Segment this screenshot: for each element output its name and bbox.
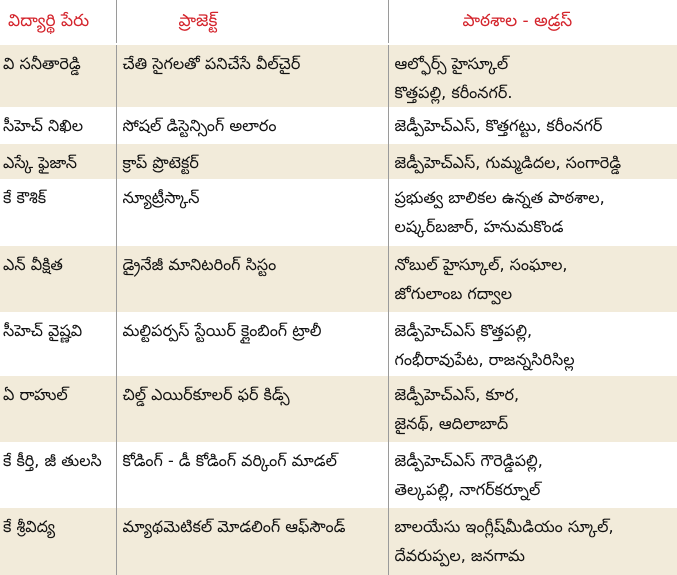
school-address <box>388 312 677 376</box>
school-address <box>388 246 677 312</box>
address-line: బాలయేసు ఇంగ్లీష్‌మీడియం స్కూల్, <box>394 517 614 536</box>
project-name: చిల్డ్ ఎయిర్‌కూలర్ ఫర్ కిడ్స్ <box>116 376 388 442</box>
table-row <box>0 44 677 107</box>
table-row <box>0 107 677 144</box>
school-address <box>388 107 677 144</box>
table-row <box>0 376 677 442</box>
student-name: ఎన్ వీక్షిత <box>3 255 63 274</box>
school-address <box>388 179 677 246</box>
header-student-name: విద్యార్థి పేరు <box>0 0 116 44</box>
address-line: జెడ్పీహెచ్ఎస్ కొత్తపల్లి, <box>394 321 533 340</box>
project-name: సోషల్ డిస్టెన్సింగ్ అలారం <box>116 107 388 144</box>
address-line: నోబుల్ హైస్కూల్, సంఘాల, <box>394 255 568 274</box>
project-name: న్యూట్రీస్కాన్ <box>116 179 388 246</box>
table-row <box>0 442 677 508</box>
student-name: కే కౌశిక్ <box>3 188 47 207</box>
student-name: కే కీర్తి, జీ తులసి <box>3 451 102 470</box>
address-line: తెల్కపల్లి, నాగర్‌కర్నూల్ <box>394 480 541 499</box>
address-line: జైనథ్, ఆదిలాబాద్ <box>394 414 509 433</box>
project-name: చేతి సైగలతో పనిచేసే వీల్‌చైర్ <box>116 44 388 107</box>
header-row <box>0 0 677 44</box>
address-line: దేవరుప్పల, జనగామ <box>394 546 525 565</box>
project-name: కోడింగ్ - డీ కోడింగ్ వర్కింగ్ మాడల్ <box>116 442 388 508</box>
school-address <box>388 144 677 179</box>
address-line: జెడ్పీహెచ్ఎస్, గుమ్మడిదల, సంగారెడ్డి <box>394 153 622 172</box>
address-line: గంభీరావుపేట, రాజన్నసిరిసిల్ల <box>394 350 575 369</box>
table-row <box>0 179 677 246</box>
header-project: ప్రాజెక్ట్ <box>116 0 388 44</box>
project-name: క్రాప్ ప్రొటెక్టర్ <box>116 144 388 179</box>
table-row <box>0 508 677 575</box>
address-line: ఆల్ఫోర్స్ హైస్కూల్ <box>394 54 509 73</box>
address-line: జెడ్పీహెచ్ఎస్ గౌరెడ్డిపల్లి, <box>394 451 543 470</box>
address-line: జెడ్పీహెచ్ఎస్, కొత్తగట్టు, కరీంనగర్ <box>394 116 603 135</box>
school-address <box>388 508 677 575</box>
student-name: ఏ రాహుల్ <box>3 385 68 404</box>
student-name: సీహెచ్ వైష్ణవి <box>3 321 83 340</box>
address-line: జెడ్పీహెచ్ఎస్, కూర, <box>394 385 520 404</box>
project-name: మ్యాథమెటికల్ మోడలింగ్ ఆఫ్‌సౌండ్ <box>116 508 388 575</box>
project-name: డ్రైనేజీ మానిటరింగ్ సిస్టం <box>116 246 388 312</box>
address-line: ప్రభుత్వ బాలికల ఉన్నత పాఠశాల, <box>394 188 605 207</box>
address-line: జోగులాంబ గద్వాల <box>394 284 513 303</box>
student-name: కే శ్రీవిద్య <box>3 517 56 536</box>
school-address <box>388 442 677 508</box>
school-address <box>388 376 677 442</box>
school-address <box>388 44 677 107</box>
address-line: కొత్తపల్లి, కరీంనగర్. <box>394 83 513 102</box>
table-row <box>0 246 677 312</box>
student-name: ఎస్కే ఫైజాన్ <box>3 153 77 172</box>
table-row <box>0 312 677 376</box>
table-row <box>0 144 677 179</box>
address-line: లష్కర్‌బజార్, హనుమకొండ <box>394 217 564 236</box>
student-name: సీహెచ్ నిఖిల <box>3 116 84 135</box>
header-school-address: పాఠశాల - అడ్రస్ <box>388 0 677 44</box>
project-name: మల్టిపర్పస్ స్టేయిర్ క్లైంబింగ్ ట్రాలీ <box>116 312 388 376</box>
student-name: వి సనీతారెడ్డి <box>3 54 81 73</box>
